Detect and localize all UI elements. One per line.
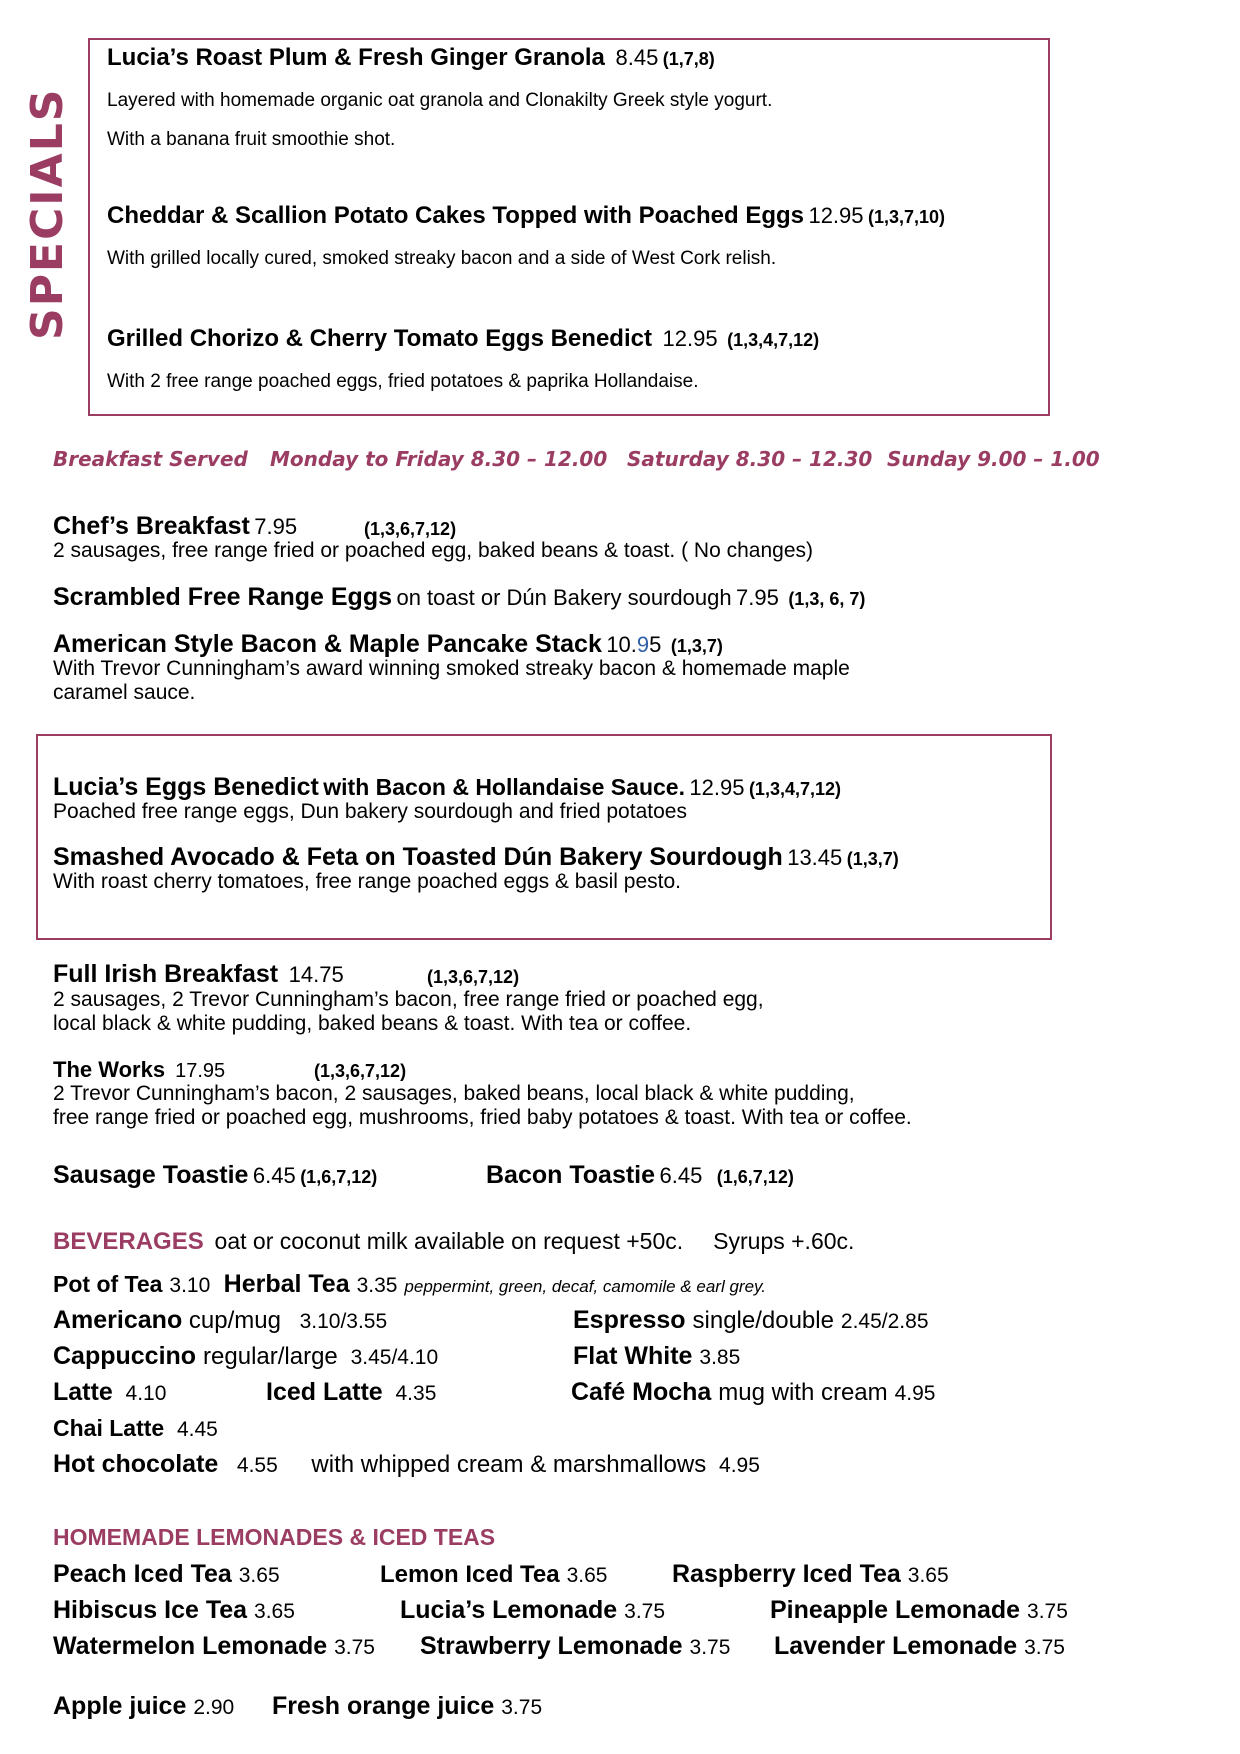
item-price: 12.95 xyxy=(662,326,718,351)
drink-price: 3.10 xyxy=(169,1274,211,1297)
drink-price: 3.85 xyxy=(699,1346,741,1369)
drink-name: Flat White xyxy=(573,1342,693,1370)
drink-price: 3.65 xyxy=(907,1564,949,1587)
drink-extra: cup/mug xyxy=(188,1307,281,1334)
drink-name: Cappuccino xyxy=(53,1342,197,1370)
drink-lavender-lemonade xyxy=(774,1632,1065,1661)
drink-cappuccino xyxy=(53,1342,438,1371)
item-allergens: (1,3,6,7,12) xyxy=(427,967,520,987)
drink-latte xyxy=(53,1378,166,1407)
drink-price: 4.35 xyxy=(395,1382,437,1405)
item-price: 12.95 xyxy=(808,203,864,228)
menu-item-avocado xyxy=(53,843,899,872)
drink-price: 3.65 xyxy=(566,1564,608,1587)
drink-name: Latte xyxy=(53,1378,113,1406)
item-description: free range fried or poached egg, mushrooms, fried baby potatoes & toast. With tea or coffee. xyxy=(53,1106,912,1129)
item-name: Bacon Toastie xyxy=(486,1161,656,1189)
item-name: American Style Bacon & Maple Pancake Stack xyxy=(53,630,602,658)
item-description: local black & white pudding, baked beans & toast. With tea or coffee. xyxy=(53,1012,692,1035)
item-name: Lucia’s Eggs Benedict xyxy=(53,773,319,801)
item-price-b: 9 xyxy=(636,632,650,657)
drink-price: 4.95 xyxy=(894,1382,936,1405)
item-allergens: (1,3,7) xyxy=(670,636,723,656)
menu-item-the-works xyxy=(53,1057,225,1083)
drink-hot-chocolate xyxy=(53,1450,760,1479)
item-description: Layered with homemade organic oat granola and Clonakilty Greek style yogurt. xyxy=(107,90,773,111)
drink-name: Hibiscus Ice Tea xyxy=(53,1596,248,1624)
beverages-note: oat or coconut milk available on request +50c. xyxy=(214,1228,684,1254)
item-allergens: (1,7,8) xyxy=(662,49,715,69)
drink-watermelon-lemonade xyxy=(53,1632,375,1661)
item-price-c: 5 xyxy=(649,632,662,657)
special-item-chorizo xyxy=(107,325,819,353)
item-name: Grilled Chorizo & Cherry Tomato Eggs Benedict xyxy=(107,325,652,352)
item-price: 7.95 xyxy=(254,514,298,539)
item-name: The Works xyxy=(53,1057,166,1082)
drink-price: 4.95 xyxy=(719,1454,760,1477)
drink-price: 3.75 xyxy=(1027,1600,1068,1623)
drink-name: Apple juice xyxy=(53,1692,187,1720)
item-price-a: 10. xyxy=(606,632,637,657)
drink-name: Strawberry Lemonade xyxy=(420,1632,683,1660)
drink-cafe-mocha xyxy=(571,1378,935,1407)
hours-saturday: Saturday 8.30 – 12.30 xyxy=(627,447,873,471)
menu-item-bacon-toastie xyxy=(486,1161,794,1190)
item-price: 7.95 xyxy=(736,585,779,610)
drink-name: Herbal Tea xyxy=(223,1270,350,1298)
drink-name: Hot chocolate xyxy=(53,1450,219,1478)
special-item-potato-cakes xyxy=(107,202,945,230)
specials-label: SPECIALS xyxy=(22,87,73,340)
menu-item-chefs-breakfast xyxy=(53,512,297,541)
item-price: 12.95 xyxy=(689,775,745,800)
item-description: With Trevor Cunningham’s award winning smoked streaky bacon & homemade maple xyxy=(53,657,850,680)
drink-extra: with whipped cream & marshmallows xyxy=(311,1451,707,1478)
menu-item-full-irish xyxy=(53,960,344,989)
drink-extra: regular/large xyxy=(203,1343,338,1370)
drink-orange-juice xyxy=(272,1692,542,1721)
drink-price: 3.65 xyxy=(238,1564,280,1587)
drink-price: 4.55 xyxy=(236,1454,278,1477)
item-description: caramel sauce. xyxy=(53,681,196,704)
drink-price: 4.45 xyxy=(176,1418,218,1441)
hours-weekday: Monday to Friday 8.30 – 12.00 xyxy=(270,447,608,471)
drink-pot-tea xyxy=(53,1270,766,1299)
drink-name: Lemon Iced Tea xyxy=(380,1561,560,1588)
item-price: 6.45 xyxy=(659,1163,703,1188)
menu-item-pancake-stack xyxy=(53,630,723,659)
menu-item-sausage-toastie xyxy=(53,1161,377,1190)
drink-name: Lavender Lemonade xyxy=(774,1632,1018,1660)
drink-name: Americano xyxy=(53,1306,183,1334)
beverages-syrups: Syrups +.60c. xyxy=(713,1228,855,1254)
drink-pineapple-lemonade xyxy=(770,1596,1068,1625)
drink-price: 3.35 xyxy=(356,1274,398,1297)
item-description: With a banana fruit smoothie shot. xyxy=(107,129,396,150)
drink-raspberry-iced-tea xyxy=(672,1560,949,1589)
drink-price: 3.65 xyxy=(254,1600,295,1623)
item-allergens: (1,3,6,7,12) xyxy=(314,1061,407,1081)
drink-flat-white xyxy=(573,1342,740,1371)
drink-iced-latte xyxy=(266,1378,436,1407)
drink-extra: mug with cream xyxy=(718,1379,888,1406)
drink-chai-latte xyxy=(53,1414,218,1443)
item-description: 2 sausages, free range fried or poached egg, baked beans & toast. ( No changes) xyxy=(53,539,813,562)
special-item-granola xyxy=(107,44,715,72)
item-name: Lucia’s Roast Plum & Fresh Ginger Granola xyxy=(107,44,605,71)
item-price: 6.45 xyxy=(252,1163,296,1188)
drink-price: 3.45/4.10 xyxy=(350,1346,439,1369)
item-name-extra: with Bacon & Hollandaise Sauce. xyxy=(323,774,685,800)
item-name: Full Irish Breakfast xyxy=(53,960,279,988)
drink-price: 3.75 xyxy=(1024,1636,1065,1659)
drink-price: 3.75 xyxy=(334,1636,375,1659)
drink-price: 4.10 xyxy=(125,1382,167,1405)
item-allergens: (1,3,4,7,12) xyxy=(727,330,820,350)
drink-name: Chai Latte xyxy=(53,1415,165,1441)
hours-sunday: Sunday 9.00 – 1.00 xyxy=(887,447,1100,471)
drink-name: Peach Iced Tea xyxy=(53,1560,232,1588)
drink-price: 2.45/2.85 xyxy=(840,1310,929,1333)
item-allergens: (1,3, 6, 7) xyxy=(788,589,866,609)
drink-name: Pot of Tea xyxy=(53,1271,163,1297)
drink-lemon-iced-tea xyxy=(380,1560,607,1589)
item-name: Smashed Avocado & Feta on Toasted Dún Bakery Sourdough xyxy=(53,843,783,871)
drink-name: Pineapple Lemonade xyxy=(770,1596,1021,1624)
drink-hibiscus-ice-tea xyxy=(53,1596,295,1625)
beverages-heading: BEVERAGES xyxy=(53,1228,204,1255)
item-price: 17.95 xyxy=(175,1060,226,1082)
item-extra: on toast or Dún Bakery sourdough xyxy=(396,585,732,610)
drink-name: Café Mocha xyxy=(571,1378,712,1406)
drink-name: Raspberry Iced Tea xyxy=(672,1560,901,1588)
item-allergens: (1,3,4,7,12) xyxy=(748,779,841,799)
item-description: 2 sausages, 2 Trevor Cunningham’s bacon, free range fried or poached egg, xyxy=(53,988,764,1011)
drink-lucias-lemonade xyxy=(400,1596,665,1625)
drink-extra: single/double xyxy=(692,1307,834,1334)
item-description: 2 Trevor Cunningham’s bacon, 2 sausages, baked beans, local black & white pudding, xyxy=(53,1082,855,1105)
beverages-header xyxy=(53,1228,854,1256)
drink-name: Watermelon Lemonade xyxy=(53,1632,328,1660)
drink-name: Iced Latte xyxy=(266,1378,383,1406)
drink-price: 3.75 xyxy=(624,1600,666,1623)
item-allergens: (1,3,6,7,12) xyxy=(364,519,457,539)
item-allergens: (1,6,7,12) xyxy=(300,1167,378,1187)
item-description: With roast cherry tomatoes, free range poached eggs & basil pesto. xyxy=(53,870,682,893)
item-allergens: (1,3,7,10) xyxy=(867,207,946,227)
item-price: 14.75 xyxy=(288,962,344,987)
item-description: With grilled locally cured, smoked streaky bacon and a side of West Cork relish. xyxy=(107,248,777,269)
item-description: Poached free range eggs, Dun bakery sourdough and fried potatoes xyxy=(53,800,687,823)
menu-item-eggs-benedict xyxy=(53,773,841,802)
item-name: Scrambled Free Range Eggs xyxy=(53,583,393,611)
item-name: Chef’s Breakfast xyxy=(53,512,250,540)
item-name: Cheddar & Scallion Potato Cakes Topped with Poached Eggs xyxy=(107,202,804,229)
lemonades-heading: HOMEMADE LEMONADES & ICED TEAS xyxy=(53,1524,496,1550)
drink-espresso xyxy=(573,1306,929,1335)
drink-note: peppermint, green, decaf, camomile & earl grey. xyxy=(404,1277,766,1296)
drink-name: Fresh orange juice xyxy=(272,1692,495,1720)
drink-strawberry-lemonade xyxy=(420,1632,730,1661)
drink-peach-iced-tea xyxy=(53,1560,280,1589)
item-name: Sausage Toastie xyxy=(53,1161,249,1189)
hours-label: Breakfast Served xyxy=(53,447,248,471)
item-description: With 2 free range poached eggs, fried potatoes & paprika Hollandaise. xyxy=(107,371,699,392)
item-price: 13.45 xyxy=(787,845,843,870)
drink-price: 2.90 xyxy=(193,1696,235,1719)
menu-item-scrambled-eggs xyxy=(53,583,865,612)
drink-americano xyxy=(53,1306,387,1335)
item-allergens: (1,6,7,12) xyxy=(716,1167,794,1187)
drink-price: 3.10/3.55 xyxy=(299,1310,388,1333)
drink-price: 3.75 xyxy=(501,1696,543,1719)
drink-name: Lucia’s Lemonade xyxy=(400,1596,618,1624)
featured-box xyxy=(36,734,1052,940)
drink-apple-juice xyxy=(53,1692,234,1721)
drink-price: 3.75 xyxy=(689,1636,731,1659)
drink-name: Espresso xyxy=(573,1306,686,1334)
item-price: 8.45 xyxy=(615,45,659,70)
item-allergens: (1,3,7) xyxy=(846,849,899,869)
